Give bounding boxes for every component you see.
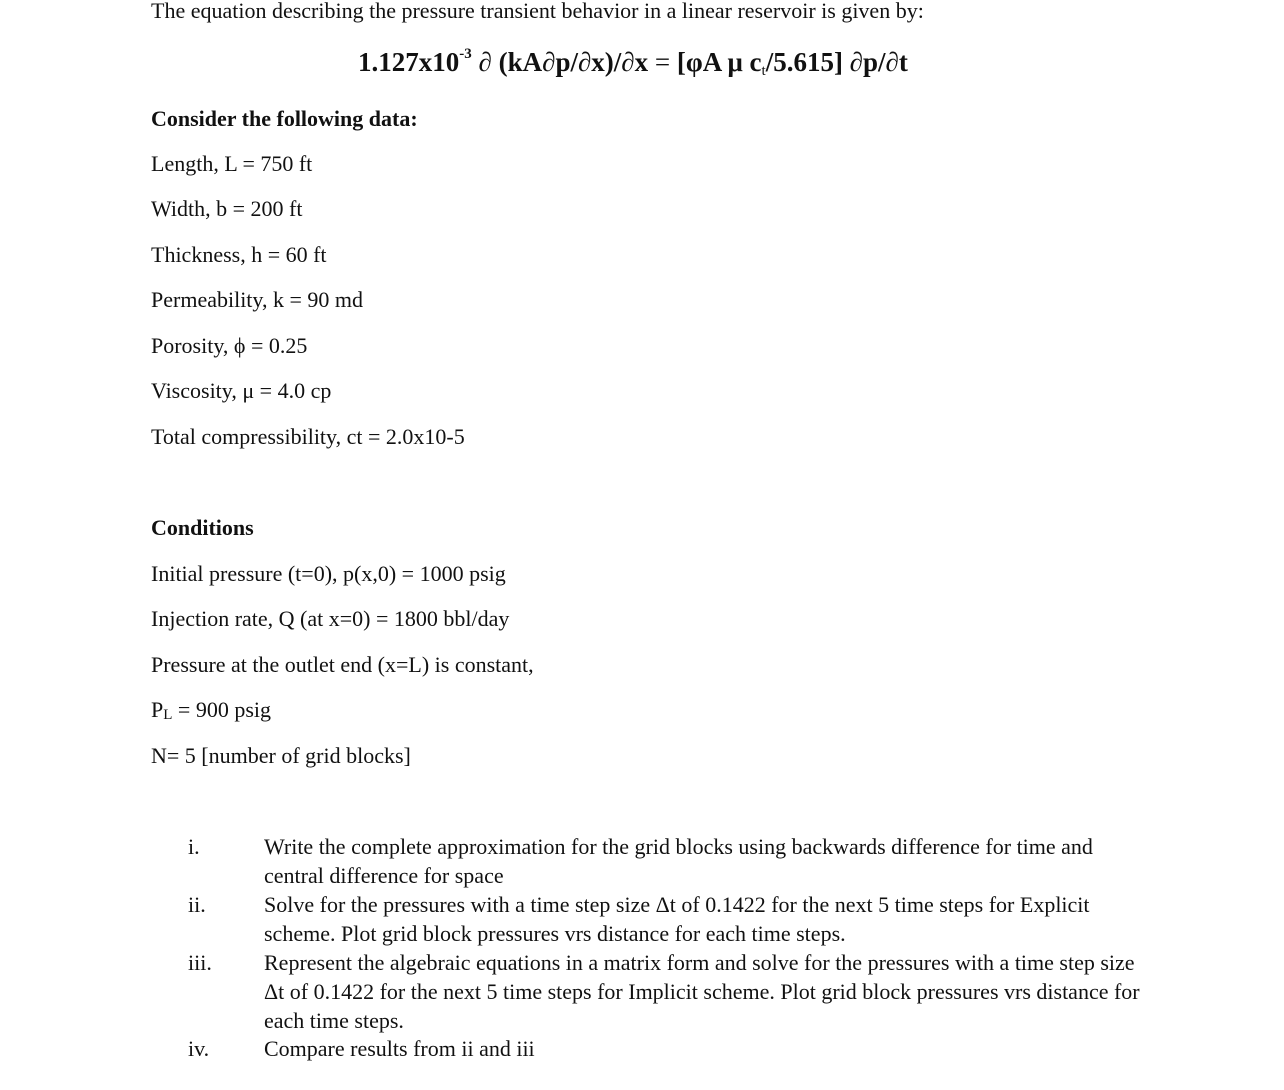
governing-equation [358,47,908,78]
data-item-length: Length, L = 750 ft [151,151,313,176]
data-item-porosity: Porosity, ϕ = 0.25 [151,333,308,358]
equation-rhs-end: /5.615] ∂p/∂t [765,47,908,77]
equation-equals: = [654,47,671,77]
question-number: iii. [188,950,212,975]
question-number: iv. [188,1036,210,1061]
equation-rhs-start: [φA μ c [670,47,762,77]
question-number: i. [188,834,200,859]
equation-coefficient: 1.127x10 [358,47,460,77]
data-item-viscosity: Viscosity, μ = 4.0 cp [151,378,332,403]
condition-pl-value [151,697,271,723]
intro-text: The equation describing the pressure transient behavior in a linear reservoir is given by: [151,0,924,23]
pl-subscript: L [163,707,173,723]
condition-initial-pressure: Initial pressure (t=0), p(x,0) = 1000 psig [151,561,506,586]
data-heading: Consider the following data: [151,106,418,131]
data-item-compressibility: Total compressibility, ct = 2.0x10-5 [151,424,465,449]
equation-exponent: -3 [459,46,472,62]
pl-symbol: P [151,697,164,722]
pl-value: = 900 psig [172,697,272,722]
condition-grid-blocks: N= 5 [number of grid blocks] [151,743,411,768]
question-text: Compare results from ii and iii [264,1036,535,1061]
equation-lhs: ∂ (kA∂p/∂x)/∂x [471,47,655,77]
data-item-thickness: Thickness, h = 60 ft [151,242,327,267]
condition-outlet-pressure: Pressure at the outlet end (x=L) is constant, [151,652,534,677]
question-number: ii. [188,892,206,917]
data-item-width: Width, b = 200 ft [151,196,303,221]
conditions-heading: Conditions [151,515,254,540]
data-item-permeability: Permeability, k = 90 md [151,287,364,312]
question-text: Solve for the pressures with a time step size Δt of 0.1422 for the next 5 time steps for Explicit scheme. Plot grid block pressures vrs distance for each time steps. [264,892,1090,946]
question-text: Represent the algebraic equations in a matrix form and solve for the pressures with a time step size Δt of 0.1422 for the next 5 time steps for Implicit scheme. Plot grid block pressures vrs distance for each time steps. [264,950,1140,1033]
equation-rhs-subscript: t [761,63,766,79]
condition-injection-rate: Injection rate, Q (at x=0) = 1800 bbl/day [151,606,510,631]
question-text: Write the complete approximation for the grid blocks using backwards difference for time and central difference for space [264,834,1093,888]
